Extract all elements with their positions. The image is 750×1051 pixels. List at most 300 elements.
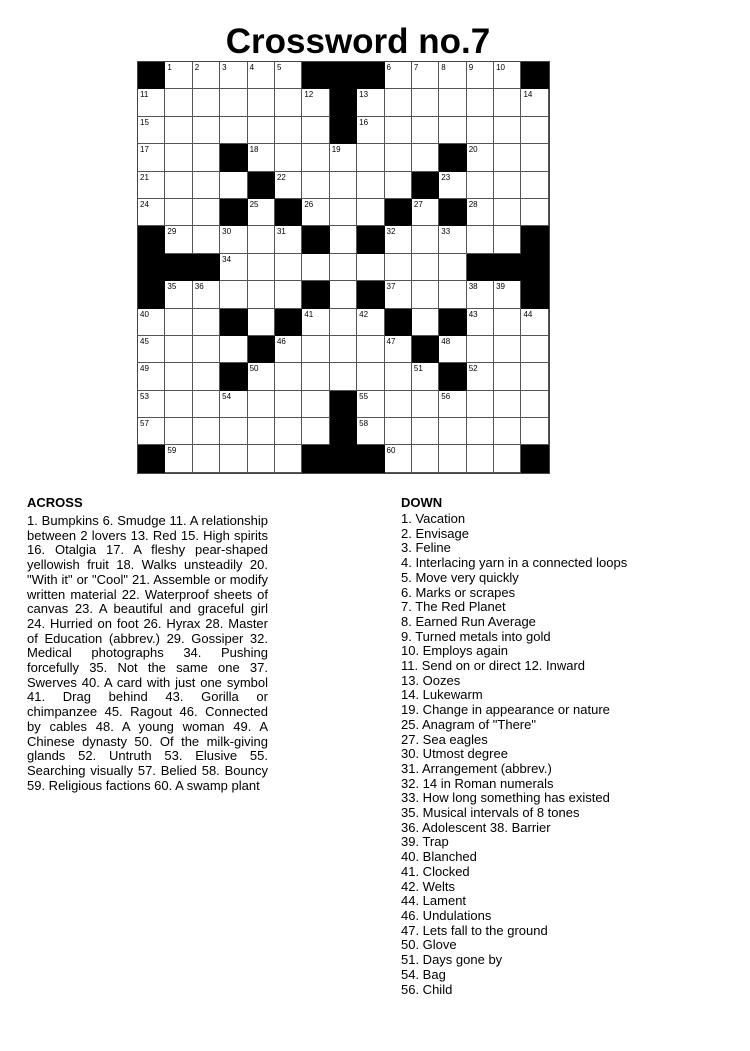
black-cell <box>385 309 412 336</box>
grid-cell[interactable] <box>494 418 521 445</box>
grid-cell[interactable] <box>302 117 329 144</box>
down-clue: 5. Move very quickly <box>401 569 519 585</box>
across-heading: ACROSS <box>27 495 83 510</box>
grid-cell[interactable] <box>494 445 521 472</box>
grid-cell[interactable] <box>521 418 548 445</box>
grid-cell[interactable] <box>385 172 412 199</box>
clue-number: 42 <box>359 309 369 319</box>
grid-cell[interactable] <box>467 418 494 445</box>
grid-cell[interactable] <box>385 336 412 363</box>
grid-cell[interactable] <box>494 89 521 116</box>
black-cell <box>275 309 302 336</box>
grid-cell[interactable] <box>357 336 384 363</box>
clue-number: 43 <box>468 309 478 319</box>
grid-cell[interactable] <box>165 363 192 390</box>
clue-number: 47 <box>386 336 396 346</box>
crossword-grid <box>137 61 550 474</box>
grid-cell[interactable] <box>275 391 302 418</box>
grid-cell[interactable] <box>357 309 384 336</box>
grid-cell[interactable] <box>467 226 494 253</box>
grid-cell[interactable] <box>494 281 521 308</box>
grid-cell[interactable] <box>439 226 466 253</box>
grid-cell[interactable] <box>220 117 247 144</box>
grid-cell[interactable] <box>275 418 302 445</box>
down-clue: 19. Change in appearance or nature <box>401 702 610 718</box>
black-cell <box>357 62 384 89</box>
clue-number: 45 <box>140 336 149 346</box>
black-cell <box>193 254 220 281</box>
grid-cell[interactable] <box>302 144 329 171</box>
grid-cell[interactable] <box>248 62 275 89</box>
grid-cell[interactable] <box>138 199 165 226</box>
grid-cell[interactable] <box>357 199 384 226</box>
black-cell <box>138 254 165 281</box>
grid-cell[interactable] <box>165 226 192 253</box>
grid-cell[interactable] <box>357 172 384 199</box>
grid-cell[interactable] <box>330 336 357 363</box>
grid-cell[interactable] <box>521 336 548 363</box>
black-cell <box>521 62 548 89</box>
clue-number: 11 <box>140 90 149 100</box>
grid-cell[interactable] <box>357 254 384 281</box>
grid-cell[interactable] <box>193 89 220 116</box>
down-clue: 4. Interlacing yarn in a connected loops <box>401 555 628 571</box>
clue-number: 16 <box>359 117 369 127</box>
grid-cell[interactable] <box>357 144 384 171</box>
black-cell <box>357 281 384 308</box>
grid-cell[interactable] <box>193 418 220 445</box>
black-cell <box>302 226 329 253</box>
grid-cell[interactable] <box>357 89 384 116</box>
grid-cell[interactable] <box>412 281 439 308</box>
page-title: Crossword no.7 <box>225 22 491 61</box>
grid-cell[interactable] <box>220 254 247 281</box>
grid-cell[interactable] <box>302 89 329 116</box>
grid-cell[interactable] <box>220 418 247 445</box>
grid-cell[interactable] <box>467 172 494 199</box>
grid-cell[interactable] <box>193 117 220 144</box>
grid-cell[interactable] <box>412 226 439 253</box>
grid-cell[interactable] <box>302 418 329 445</box>
grid-cell[interactable] <box>275 172 302 199</box>
grid-cell[interactable] <box>467 445 494 472</box>
grid-cell[interactable] <box>138 309 165 336</box>
black-cell <box>138 62 165 89</box>
grid-cell[interactable] <box>193 281 220 308</box>
grid-cell[interactable] <box>248 363 275 390</box>
grid-cell[interactable] <box>220 336 247 363</box>
black-cell <box>220 144 247 171</box>
grid-cell[interactable] <box>357 117 384 144</box>
grid-cell[interactable] <box>494 199 521 226</box>
down-clue: 14. Lukewarm <box>401 687 483 703</box>
grid-cell[interactable] <box>302 363 329 390</box>
grid-cell[interactable] <box>193 445 220 472</box>
grid-cell[interactable] <box>439 445 466 472</box>
black-cell <box>439 199 466 226</box>
black-cell <box>521 226 548 253</box>
black-cell <box>302 445 329 472</box>
clue-number: 3 <box>222 63 227 72</box>
down-clue: 25. Anagram of "There" <box>401 716 536 732</box>
grid-cell[interactable] <box>165 144 192 171</box>
grid-cell[interactable] <box>385 418 412 445</box>
down-heading: DOWN <box>401 495 443 510</box>
down-clue: 11. Send on or direct 12. Inward <box>401 658 586 674</box>
grid-cell[interactable] <box>494 309 521 336</box>
grid-cell[interactable] <box>220 281 247 308</box>
grid-cell[interactable] <box>467 144 494 171</box>
grid-cell[interactable] <box>138 363 165 390</box>
grid-cell[interactable] <box>302 391 329 418</box>
clue-number: 14 <box>523 90 533 100</box>
grid-cell[interactable] <box>439 117 466 144</box>
down-clue: 41. Clocked <box>401 863 470 879</box>
grid-cell[interactable] <box>494 144 521 171</box>
grid-cell[interactable] <box>467 309 494 336</box>
clue-number: 54 <box>222 391 232 401</box>
black-cell <box>439 309 466 336</box>
down-clue: 51. Days gone by <box>401 952 503 968</box>
grid-cell[interactable] <box>521 199 548 226</box>
down-clue-list <box>401 512 701 997</box>
down-clue: 31. Arrangement (abbrev.) <box>401 760 552 776</box>
clue-number: 36 <box>194 282 204 292</box>
clue-number: 57 <box>140 419 149 429</box>
grid-cell[interactable] <box>412 254 439 281</box>
down-clue: 32. 14 in Roman numerals <box>401 775 554 791</box>
grid-cell[interactable] <box>412 117 439 144</box>
clue-number: 44 <box>523 309 533 319</box>
black-cell <box>330 391 357 418</box>
black-cell <box>412 336 439 363</box>
grid-cell[interactable] <box>412 89 439 116</box>
down-clue: 3. Feline <box>401 540 451 556</box>
grid-cell[interactable] <box>439 62 466 89</box>
grid-cell[interactable] <box>439 418 466 445</box>
clue-number: 55 <box>359 391 369 401</box>
black-cell <box>467 254 494 281</box>
clue-number: 32 <box>386 227 396 237</box>
grid-cell[interactable] <box>330 199 357 226</box>
clue-number: 20 <box>468 145 478 155</box>
black-cell <box>494 254 521 281</box>
grid-cell[interactable] <box>330 309 357 336</box>
grid-cell[interactable] <box>494 62 521 89</box>
grid-cell[interactable] <box>275 445 302 472</box>
grid-cell[interactable] <box>220 89 247 116</box>
grid-cell[interactable] <box>275 226 302 253</box>
down-clue: 39. Trap <box>401 834 449 850</box>
grid-cell[interactable] <box>412 62 439 89</box>
grid-cell[interactable] <box>302 254 329 281</box>
clue-number: 49 <box>140 364 149 374</box>
grid-cell[interactable] <box>521 391 548 418</box>
clue-number: 7 <box>413 63 419 72</box>
clue-number: 51 <box>413 364 423 374</box>
grid-cell[interactable] <box>220 226 247 253</box>
grid-cell[interactable] <box>439 254 466 281</box>
grid-cell[interactable] <box>275 254 302 281</box>
clue-number: 13 <box>359 90 369 100</box>
grid-cell[interactable] <box>138 172 165 199</box>
grid-cell[interactable] <box>165 62 192 89</box>
grid-cell[interactable] <box>385 281 412 308</box>
black-cell <box>138 226 165 253</box>
clue-number: 41 <box>304 309 314 319</box>
clue-number: 19 <box>331 145 341 155</box>
grid-cell[interactable] <box>275 144 302 171</box>
clue-number: 24 <box>140 199 149 209</box>
clue-number: 60 <box>386 446 396 456</box>
grid-cell[interactable] <box>412 199 439 226</box>
black-cell <box>248 172 275 199</box>
grid-cell[interactable] <box>330 226 357 253</box>
grid-cell[interactable] <box>494 226 521 253</box>
grid-cell[interactable] <box>467 117 494 144</box>
grid-cell[interactable] <box>494 117 521 144</box>
grid-cell[interactable] <box>220 172 247 199</box>
grid-cell[interactable] <box>385 226 412 253</box>
down-clue: 40. Blanched <box>401 849 477 865</box>
grid-cell[interactable] <box>357 391 384 418</box>
grid-cell[interactable] <box>467 363 494 390</box>
down-clue: 33. How long something has existed <box>401 790 610 806</box>
grid-cell[interactable] <box>302 336 329 363</box>
black-cell <box>248 336 275 363</box>
black-cell <box>357 445 384 472</box>
grid-cell[interactable] <box>248 89 275 116</box>
grid-cell[interactable] <box>385 445 412 472</box>
clue-number: 4 <box>249 63 255 72</box>
grid-cell[interactable] <box>193 363 220 390</box>
grid-cell[interactable] <box>193 336 220 363</box>
grid-cell[interactable] <box>138 117 165 144</box>
clue-number: 40 <box>140 309 149 319</box>
clue-number: 5 <box>276 63 282 72</box>
grid-cell[interactable] <box>138 418 165 445</box>
grid-cell[interactable] <box>248 418 275 445</box>
clue-number: 15 <box>140 117 149 127</box>
grid-cell[interactable] <box>467 89 494 116</box>
grid-cell[interactable] <box>302 199 329 226</box>
clue-number: 12 <box>304 90 314 100</box>
grid-cell[interactable] <box>248 281 275 308</box>
grid-cell[interactable] <box>275 363 302 390</box>
grid-cell[interactable] <box>439 391 466 418</box>
grid-cell[interactable] <box>165 117 192 144</box>
grid-cell[interactable] <box>248 144 275 171</box>
grid-cell[interactable] <box>439 172 466 199</box>
grid-cell[interactable] <box>494 336 521 363</box>
grid-cell[interactable] <box>467 391 494 418</box>
grid-cell[interactable] <box>357 363 384 390</box>
grid-cell[interactable] <box>193 199 220 226</box>
clue-number: 25 <box>249 199 259 209</box>
grid-cell[interactable] <box>275 117 302 144</box>
grid-cell[interactable] <box>165 336 192 363</box>
grid-cell[interactable] <box>248 254 275 281</box>
down-clue: 10. Employs again <box>401 643 508 659</box>
clue-number: 18 <box>249 145 259 155</box>
grid-cell[interactable] <box>330 172 357 199</box>
down-clue: 9. Turned metals into gold <box>401 628 551 644</box>
grid-cell[interactable] <box>165 445 192 472</box>
black-cell <box>439 144 466 171</box>
grid-cell[interactable] <box>385 117 412 144</box>
grid-cell[interactable] <box>248 309 275 336</box>
clue-number: 21 <box>140 172 149 182</box>
grid-cell[interactable] <box>248 117 275 144</box>
clue-number: 2 <box>194 63 200 72</box>
grid-cell[interactable] <box>494 363 521 390</box>
clue-number: 53 <box>140 391 149 401</box>
grid-cell[interactable] <box>385 363 412 390</box>
down-clue: 1. Vacation <box>401 511 466 526</box>
grid-cell[interactable] <box>412 391 439 418</box>
grid-cell[interactable] <box>248 226 275 253</box>
down-clue: 56. Child <box>401 981 453 997</box>
grid-cell[interactable] <box>494 172 521 199</box>
grid-cell[interactable] <box>467 281 494 308</box>
grid-cell[interactable] <box>467 199 494 226</box>
grid-cell[interactable] <box>193 62 220 89</box>
grid-cell[interactable] <box>220 62 247 89</box>
grid-cell[interactable] <box>138 89 165 116</box>
clue-number: 1 <box>167 63 172 72</box>
grid-cell[interactable] <box>302 172 329 199</box>
clue-number: 48 <box>441 336 451 346</box>
clue-number: 27 <box>413 199 423 209</box>
black-cell <box>330 117 357 144</box>
grid-cell[interactable] <box>138 391 165 418</box>
grid-cell[interactable] <box>439 281 466 308</box>
grid-cell[interactable] <box>165 172 192 199</box>
grid-cell[interactable] <box>439 89 466 116</box>
grid-cell[interactable] <box>165 309 192 336</box>
grid-cell[interactable] <box>220 445 247 472</box>
clue-number: 59 <box>167 446 177 456</box>
grid-cell[interactable] <box>439 336 466 363</box>
grid-cell[interactable] <box>275 336 302 363</box>
clue-number: 23 <box>441 172 451 182</box>
grid-cell[interactable] <box>248 391 275 418</box>
clue-number: 31 <box>276 227 286 237</box>
grid-cell[interactable] <box>248 445 275 472</box>
clue-number: 8 <box>441 63 446 72</box>
down-clue: 50. Glove <box>401 937 457 953</box>
grid-cell[interactable] <box>165 89 192 116</box>
down-clue: 36. Adolescent 38. Barrier <box>401 819 551 835</box>
grid-cell[interactable] <box>193 391 220 418</box>
clue-number: 56 <box>441 391 451 401</box>
grid-cell[interactable] <box>412 309 439 336</box>
grid-cell[interactable] <box>467 336 494 363</box>
grid-cell[interactable] <box>385 89 412 116</box>
down-clue: 13. Oozes <box>401 672 461 688</box>
grid-cell[interactable] <box>412 445 439 472</box>
grid-cell[interactable] <box>193 226 220 253</box>
grid-cell[interactable] <box>138 336 165 363</box>
down-clue: 47. Lets fall to the ground <box>401 922 548 938</box>
down-clue: 2. Envisage <box>401 525 469 541</box>
grid-cell[interactable] <box>302 309 329 336</box>
clue-number: 52 <box>468 364 478 374</box>
down-clue: 54. Bag <box>401 966 446 982</box>
clue-number: 28 <box>468 199 478 209</box>
clue-number: 34 <box>222 254 232 264</box>
clue-number: 35 <box>167 282 177 292</box>
grid-cell[interactable] <box>357 418 384 445</box>
grid-cell[interactable] <box>138 144 165 171</box>
grid-cell[interactable] <box>385 144 412 171</box>
black-cell <box>439 363 466 390</box>
grid-cell[interactable] <box>330 144 357 171</box>
clue-number: 58 <box>359 419 369 429</box>
grid-cell[interactable] <box>521 144 548 171</box>
down-clues <box>401 495 701 997</box>
grid-cell[interactable] <box>494 391 521 418</box>
grid-cell[interactable] <box>412 144 439 171</box>
grid-cell[interactable] <box>248 199 275 226</box>
grid-cell[interactable] <box>385 391 412 418</box>
grid-cell[interactable] <box>467 62 494 89</box>
grid-cell[interactable] <box>521 172 548 199</box>
clue-number: 22 <box>276 172 286 182</box>
grid-cell[interactable] <box>412 418 439 445</box>
grid-cell[interactable] <box>220 391 247 418</box>
grid-cell[interactable] <box>330 254 357 281</box>
clue-number: 17 <box>140 145 149 155</box>
black-cell <box>357 226 384 253</box>
grid-cell[interactable] <box>193 144 220 171</box>
grid-cell[interactable] <box>385 254 412 281</box>
grid-cell[interactable] <box>330 363 357 390</box>
grid-cell[interactable] <box>165 418 192 445</box>
grid-cell[interactable] <box>193 172 220 199</box>
black-cell <box>412 172 439 199</box>
black-cell <box>521 281 548 308</box>
black-cell <box>138 281 165 308</box>
clue-number: 39 <box>496 282 505 292</box>
grid-cell[interactable] <box>385 62 412 89</box>
black-cell <box>220 363 247 390</box>
black-cell <box>220 309 247 336</box>
down-clue: 42. Welts <box>401 878 455 894</box>
grid-cell[interactable] <box>521 117 548 144</box>
grid-cell[interactable] <box>165 281 192 308</box>
grid-cell[interactable] <box>275 281 302 308</box>
grid-cell[interactable] <box>521 363 548 390</box>
black-cell <box>521 254 548 281</box>
down-clue: 44. Lament <box>401 893 467 909</box>
clue-number: 50 <box>249 364 259 374</box>
grid-cell[interactable] <box>193 309 220 336</box>
grid-cell[interactable] <box>330 281 357 308</box>
black-cell <box>385 199 412 226</box>
grid-cell[interactable] <box>521 89 548 116</box>
grid-cell[interactable] <box>412 363 439 390</box>
black-cell <box>302 281 329 308</box>
black-cell <box>521 445 548 472</box>
grid-cell[interactable] <box>275 62 302 89</box>
grid-cell[interactable] <box>165 199 192 226</box>
clue-number: 26 <box>304 199 314 209</box>
down-clue: 27. Sea eagles <box>401 731 488 747</box>
grid-cell[interactable] <box>275 89 302 116</box>
grid-cell[interactable] <box>521 309 548 336</box>
grid-cell[interactable] <box>165 391 192 418</box>
